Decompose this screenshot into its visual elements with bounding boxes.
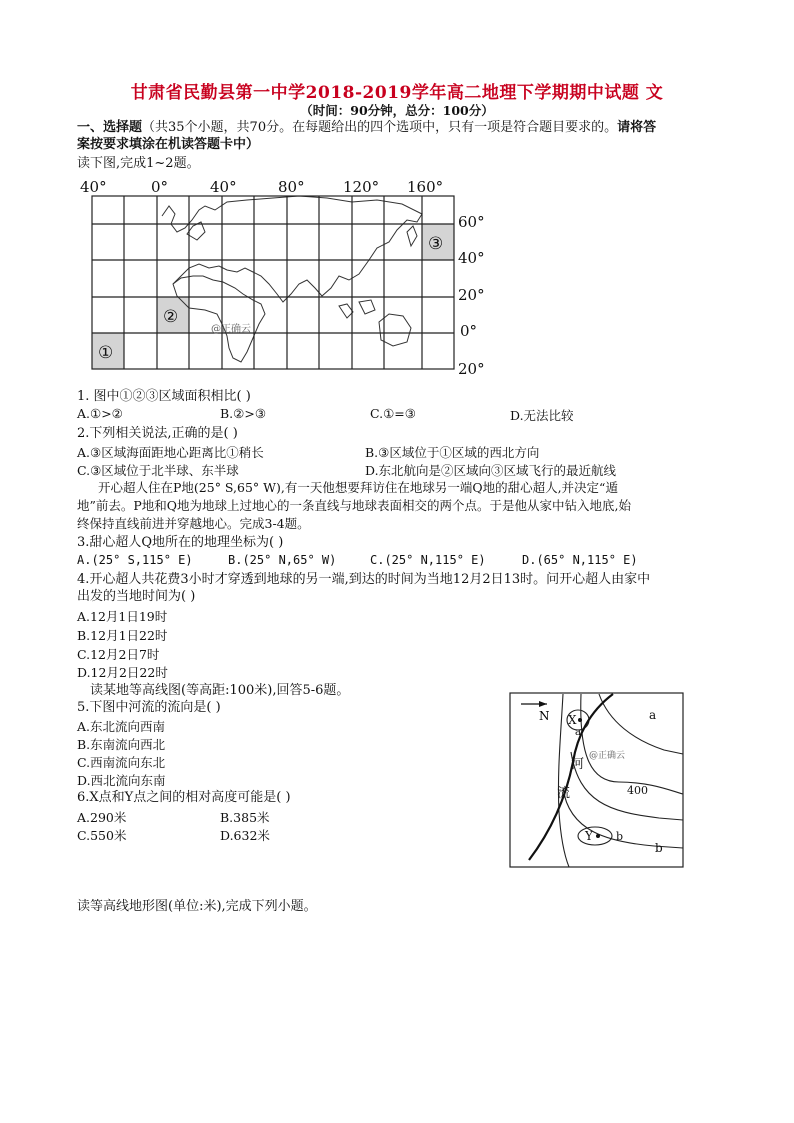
a-label: a <box>649 708 657 722</box>
watermark: @正确云 <box>211 324 251 335</box>
lat-label: 20° <box>458 360 485 378</box>
q3-option-d: D.(65° N,115° E) <box>522 553 638 567</box>
section-desc-line2: 案按要求填涂在机读答题卡中） <box>77 137 260 152</box>
world-grid-map <box>77 176 497 388</box>
q1-option-c: C.①=③ <box>370 406 416 421</box>
q6-stem: 6.X点和Y点之间的相对高度可能是( ) <box>77 790 291 805</box>
q1-option-b: B.②>③ <box>220 406 267 421</box>
q6-option-a: A.290米 <box>77 810 127 825</box>
q2-stem: 2.下列相关说法,正确的是( ) <box>77 426 238 441</box>
q2-option-a: A.③区域海面距地心距离比①稍长 <box>77 445 264 460</box>
q6-option-b: B.385米 <box>220 810 270 825</box>
passage-line: 开心超人住在P地(25° S,65° W),有一天他想要拜访住在地球另一端Q地的甜心超人,并决定“遁 <box>98 480 618 495</box>
north-label: N <box>539 709 550 723</box>
q5-option-d: D.西北流向东南 <box>77 773 166 788</box>
q5-option-a: A.东北流向西南 <box>77 719 166 734</box>
q2-option-c: C.③区域位于北半球、东半球 <box>77 463 239 478</box>
region-2-label: ② <box>163 307 179 327</box>
q6-option-d: D.632米 <box>220 828 270 843</box>
lat-label: 40° <box>458 249 485 267</box>
q5-option-b: B.东南流向西北 <box>77 737 166 752</box>
elevation-label: 400 <box>627 784 648 797</box>
x-point <box>578 718 582 722</box>
q1-stem: 1. 图中①②③区域面积相比( ) <box>77 389 251 404</box>
q3-option-b: B.(25° N,65° W) <box>228 553 337 567</box>
q4-stem-cont: 出发的当地时间为( ) <box>77 589 196 604</box>
contour-map <box>509 692 684 868</box>
lat-label: 0° <box>460 322 478 340</box>
grid-lines <box>92 196 454 369</box>
section-heading: 一、选择题 <box>77 120 143 135</box>
q5-option-c: C.西南流向东北 <box>77 755 166 770</box>
map-intro: 读下图,完成1~2题。 <box>77 156 200 171</box>
intro-56: 读某地等高线图(等高距:100米),回答5-6题。 <box>90 683 350 698</box>
q2-option-b: B.③区域位于①区域的西北方向 <box>365 445 540 460</box>
q1-option-a: A.①>② <box>77 406 123 421</box>
lon-label: 40° <box>210 178 237 196</box>
passage-line: 终保持直线前进并穿越地心。完成3-4题。 <box>77 516 310 531</box>
y-point <box>596 834 600 838</box>
a-label: a <box>575 727 581 738</box>
section-desc: （共35个小题，共70分。在每题给出的四个选项中，只有一项是符合题目要求的。 <box>142 120 618 135</box>
q4-option-c: C.12月2日7时 <box>77 647 160 662</box>
y-label: Y <box>585 829 593 843</box>
b-label: b <box>616 830 624 843</box>
q3-option-c: C.(25° N,115° E) <box>370 553 486 567</box>
watermark: @正确云 <box>589 751 626 761</box>
q6-option-c: C.550米 <box>77 828 127 843</box>
page-subtitle: （时间：90分钟，总分：100分） <box>300 103 494 118</box>
q4-stem: 4.开心超人共花费3小时才穿透到地球的另一端,到达的时间为当地12月2日13时。问开心超人由家中 <box>77 572 651 587</box>
lon-label: 0° <box>151 178 169 196</box>
b-label: b <box>655 841 663 855</box>
lon-label: 80° <box>278 178 305 196</box>
lon-label: 160° <box>407 178 444 196</box>
passage-line: 地”前去。P地和Q地为地球上过地心的一条直线与地球表面相交的两个点。于是他从家中钻入地底,始 <box>77 498 632 513</box>
lat-label: 60° <box>458 213 485 231</box>
region-3-label: ③ <box>428 234 444 254</box>
lon-label: 40° <box>80 178 107 196</box>
region-1-label: ① <box>98 343 114 363</box>
section-instructions <box>77 119 656 136</box>
q3-stem: 3.甜心超人Q地所在的地理坐标为( ) <box>77 535 284 550</box>
x-label: X <box>568 713 577 727</box>
q5-stem: 5.下图中河流的流向是( ) <box>77 700 221 715</box>
river-label: 流 <box>557 786 571 801</box>
lon-label: 120° <box>343 178 380 196</box>
q1-option-d: D.无法比较 <box>510 408 574 423</box>
q4-option-b: B.12月1日22时 <box>77 628 168 643</box>
land-outlines <box>162 196 422 362</box>
lat-label: 20° <box>458 286 485 304</box>
q2-option-d: D.东北航向是②区域向③区域飞行的最近航线 <box>365 463 617 478</box>
intro-next: 读等高线地形图(单位:米),完成下列小题。 <box>77 899 317 914</box>
river-label: 河 <box>571 757 585 772</box>
section-desc-bold: 请将答 <box>617 120 657 135</box>
page-title: 甘肃省民勤县第一中学2018-2019学年高二地理下学期期中试题 文 <box>130 83 664 103</box>
q4-option-a: A.12月1日19时 <box>77 609 168 624</box>
q3-option-a: A.(25° S,115° E) <box>77 553 193 567</box>
q4-option-d: D.12月2日22时 <box>77 665 168 680</box>
